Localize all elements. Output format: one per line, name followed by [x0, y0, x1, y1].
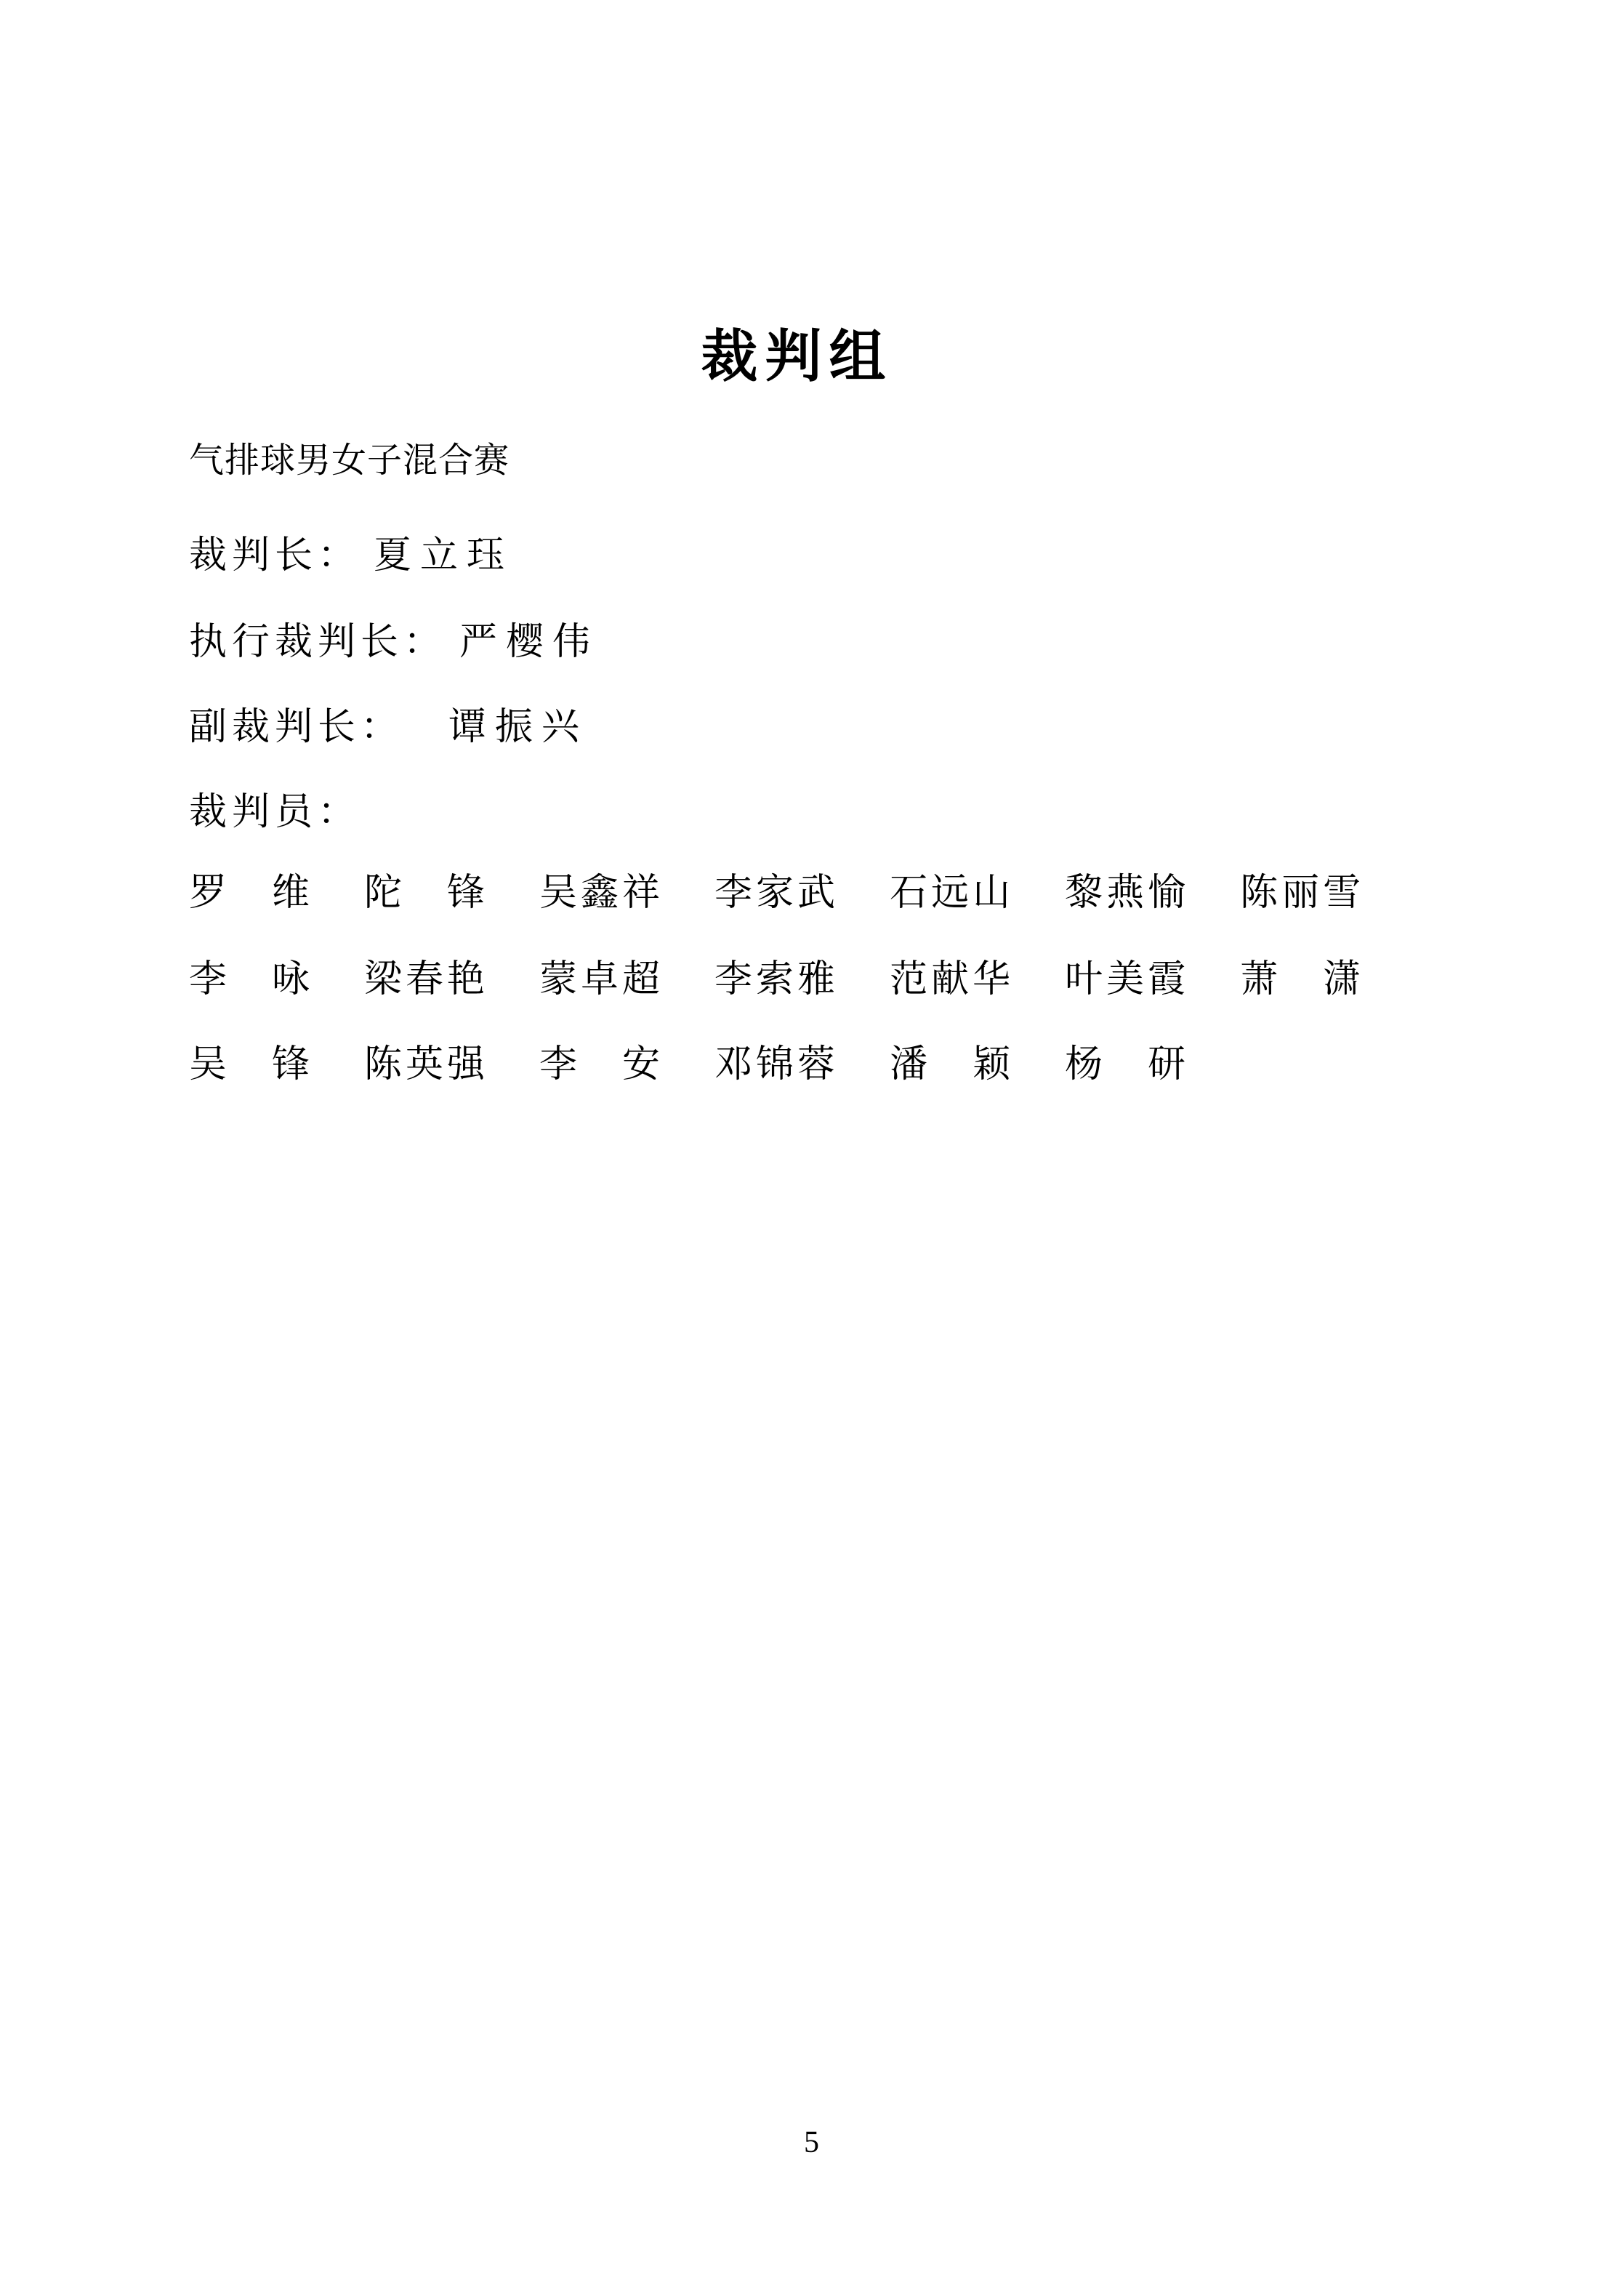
- referee-name: 潘 颖: [890, 1044, 1015, 1085]
- referee-name: 李 咏: [189, 959, 314, 1000]
- referee-name: 李 安: [539, 1044, 664, 1085]
- referee-name: 陀 锋: [364, 872, 489, 914]
- referee-name: 石远山: [890, 872, 1015, 914]
- official-name: 夏立珏: [374, 535, 514, 577]
- referee-name: 范献华: [890, 959, 1015, 1000]
- referee-name: 杨 研: [1065, 1044, 1190, 1085]
- referee-name: 梁春艳: [364, 959, 489, 1000]
- referee-row: [189, 872, 1364, 914]
- official-role: 副裁判长：: [189, 707, 404, 748]
- referee-name: 黎燕愉: [1065, 872, 1190, 914]
- page-number: 5: [804, 2126, 819, 2159]
- official-line-deputy-chief: [189, 707, 588, 748]
- referee-row: [189, 959, 1364, 1000]
- referee-name: 叶美霞: [1065, 959, 1190, 1000]
- referee-name: 吴 锋: [189, 1044, 314, 1085]
- official-line-executive-chief: [189, 622, 599, 663]
- official-role: 裁判长：: [189, 535, 361, 577]
- referee-name: 蒙卓超: [539, 959, 664, 1000]
- page-title: 裁判组: [701, 325, 893, 388]
- official-name: 谭振兴: [448, 707, 589, 748]
- referee-name: 罗 维: [189, 872, 314, 914]
- referee-name: 陈丽雪: [1240, 872, 1365, 914]
- official-role: 执行裁判长：: [189, 622, 447, 663]
- official-name: 严樱伟: [459, 622, 600, 663]
- official-line-chief: [189, 535, 513, 577]
- referees-label: 裁判员：: [189, 792, 361, 833]
- referee-name: 陈英强: [364, 1044, 489, 1085]
- event-subtitle: 气排球男女子混合赛: [189, 441, 510, 480]
- referee-name: 萧 潇: [1240, 959, 1365, 1000]
- referee-row: [189, 1044, 1189, 1085]
- referee-name: 吴鑫祥: [539, 872, 664, 914]
- referee-name: 邓锦蓉: [714, 1044, 839, 1085]
- referee-name: 李索雅: [714, 959, 839, 1000]
- referee-name: 李家武: [714, 872, 839, 914]
